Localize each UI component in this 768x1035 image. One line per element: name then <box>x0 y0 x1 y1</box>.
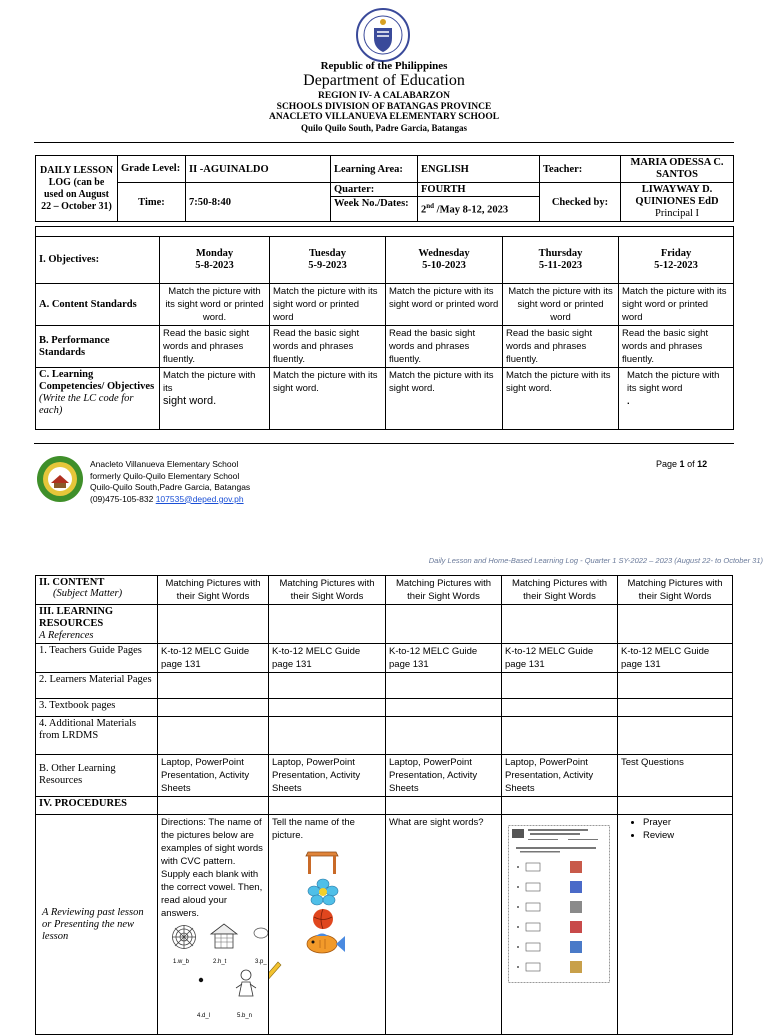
am-mon <box>158 717 269 755</box>
subject-matter: (Subject Matter) <box>53 588 123 599</box>
week-suffix: nd <box>426 202 435 211</box>
footer-contact <box>90 494 250 506</box>
day-name: Tuesday <box>309 248 346 259</box>
tb-thu <box>502 699 618 717</box>
info-table <box>35 155 734 222</box>
week-number: 2 <box>421 204 427 216</box>
resources-label: III. LEARNING RESOURCES <box>39 606 114 629</box>
deped-seal <box>356 8 410 62</box>
lm-wed <box>386 673 502 699</box>
tue-pictures <box>272 842 382 962</box>
page-divider <box>34 443 734 444</box>
page-word: Page <box>656 459 678 469</box>
resources-mon <box>158 605 269 644</box>
region-line: REGION IV- A CALABARZON <box>317 91 451 101</box>
lm-fri <box>618 673 733 699</box>
lc-tue: Match the picture with its sight word. <box>270 368 386 430</box>
grade-label: Grade Level: <box>118 156 186 183</box>
tg-mon: K-to-12 MELC Guide page 131 <box>158 644 269 673</box>
objectives-label: I. Objectives: <box>36 237 160 284</box>
performance-thu: Read the basic sight words and phrases fluently. <box>503 326 619 368</box>
content-label: II. CONTENT <box>39 577 105 588</box>
content-wed: Matching Pictures with their Sight Words <box>386 576 502 605</box>
address-line: Quilo Quilo South, Padre Garcia, Batangas <box>301 123 467 133</box>
content-fri: Matching Pictures with their Sight Words <box>618 576 733 605</box>
lm-label: 2. Learners Material Pages <box>36 673 158 699</box>
time-label: Time: <box>118 183 186 222</box>
proc-mon <box>158 797 269 815</box>
other-resources-label: B. Other Learning Resources <box>36 755 158 797</box>
am-label: 4. Additional Materials from LRDMS <box>36 717 158 755</box>
proc-thu <box>502 797 618 815</box>
references-label: A References <box>39 630 94 641</box>
review-fri <box>618 815 733 1035</box>
checked-title: Principal I <box>654 208 700 219</box>
footer-line-1: Anacleto Villanueva Elementary School <box>90 459 239 469</box>
running-head: Daily Lesson and Home-Based Learning Log - Quarter 1 SY-2022 – 2023 (August 22- to October 31) <box>428 556 763 565</box>
lc-fri-text: Match the picture with its sight word <box>627 370 720 394</box>
grade-value: II -AGUINALDO <box>186 156 331 183</box>
am-wed <box>386 717 502 755</box>
week-label: Week No./Dates: <box>331 197 418 222</box>
content-label-cell <box>36 576 158 605</box>
am-fri <box>618 717 733 755</box>
lc-fri <box>619 368 734 430</box>
content-tue: Matching Pictures with their Sight Words <box>269 576 386 605</box>
division-line: SCHOOLS DIVISION OF BATANGAS PROVINCE <box>276 102 492 112</box>
day-friday <box>619 237 734 284</box>
resources-label-cell <box>36 605 158 644</box>
footer-email-link[interactable]: 107535@deped.gov.ph <box>155 493 244 504</box>
other-mon: Laptop, PowerPoint Presentation, Activity Sheets <box>158 755 269 797</box>
review-tue <box>269 815 386 1035</box>
dll-title: DAILY LESSON LOG (can be used on August 22 – October 31) <box>36 156 118 222</box>
list-item: • Prayer <box>643 816 729 829</box>
lm-thu <box>502 673 618 699</box>
checked-label: Checked by: <box>540 183 621 222</box>
footer-line-3: Quilo-Quilo South,Padre Garcia, Batangas <box>90 482 251 492</box>
content-standards-label: A. Content Standards <box>36 284 160 326</box>
tg-fri: K-to-12 MELC Guide page 131 <box>618 644 733 673</box>
lm-mon <box>158 673 269 699</box>
checked-cell <box>621 183 734 222</box>
day-wednesday <box>386 237 503 284</box>
resources-thu <box>502 605 618 644</box>
child-icon <box>233 968 259 998</box>
am-tue <box>269 717 386 755</box>
content-standard-wed: Match the picture with its sight word or printed word <box>386 284 503 326</box>
other-wed: Laptop, PowerPoint Presentation, Activity Sheets <box>386 755 502 797</box>
footer-address <box>90 459 250 505</box>
content-standard-fri: Match the picture with its sight word or printed word <box>619 284 734 326</box>
day-name: Thursday <box>538 248 583 259</box>
lm-tue <box>269 673 386 699</box>
proc-tue <box>269 797 386 815</box>
worksheet-thumbnail <box>508 825 610 983</box>
ball-icon <box>312 908 334 930</box>
other-tue: Laptop, PowerPoint Presentation, Activity Sheets <box>269 755 386 797</box>
proc-fri <box>618 797 733 815</box>
flower-icon <box>306 878 340 906</box>
tg-thu: K-to-12 MELC Guide page 131 <box>502 644 618 673</box>
day-name: Monday <box>195 248 234 259</box>
review-wed: What are sight words? <box>386 815 502 1035</box>
doll-icon <box>197 976 205 984</box>
performance-standards-label: B. Performance Standards <box>36 326 160 368</box>
page-of: of <box>687 459 695 469</box>
hut-icon <box>209 922 239 950</box>
lc-mon-text-2: sight word. <box>163 395 217 407</box>
time-value: 7:50-8:40 <box>186 183 331 222</box>
day-date: 5-10-2023 <box>422 260 466 271</box>
area-value: ENGLISH <box>418 156 540 183</box>
lc-wed: Match the picture with its sight word. <box>386 368 503 430</box>
week-value <box>418 197 540 222</box>
content-table <box>35 575 733 1035</box>
footer-line-2: formerly Quilo-Quilo Elementary School <box>90 470 240 481</box>
school-line: ANACLETO VILLANUEVA ELEMENTARY SCHOOL <box>268 112 500 122</box>
lc-label: C. Learning Competencies/ Objectives <box>39 369 155 392</box>
lc-fri-dot: . <box>627 396 630 407</box>
review-thu <box>502 815 618 1035</box>
content-mon: Matching Pictures with their Sight Words <box>158 576 269 605</box>
quarter-label: Quarter: <box>331 183 418 197</box>
resources-fri <box>618 605 733 644</box>
spider-web-icon <box>171 924 197 950</box>
review-mon <box>158 815 269 1035</box>
page-total: 12 <box>697 459 708 469</box>
review-fri-list <box>621 816 729 842</box>
cvc-pictures <box>161 920 265 1024</box>
pencil-icon <box>269 958 285 982</box>
tb-fri <box>618 699 733 717</box>
proc-wed <box>386 797 502 815</box>
other-fri: Test Questions <box>618 755 733 797</box>
teacher-value: MARIA ODESSA C. SANTOS <box>621 156 734 183</box>
tg-label: 1. Teachers Guide Pages <box>36 644 158 673</box>
footer-phone: (09)475-105-832 <box>90 493 154 504</box>
table-icon <box>304 846 340 876</box>
day-name: Wednesday <box>418 248 470 259</box>
department-title: Department of Education <box>303 72 465 89</box>
day-thursday <box>503 237 619 284</box>
day-date: 5-12-2023 <box>654 260 698 271</box>
teacher-label: Teacher: <box>540 156 621 183</box>
resources-wed <box>386 605 502 644</box>
blank-3: 3.p_ <box>255 959 267 965</box>
fish-icon <box>304 932 346 956</box>
tb-mon <box>158 699 269 717</box>
tg-wed: K-to-12 MELC Guide page 131 <box>386 644 502 673</box>
lc-mon <box>160 368 270 430</box>
blank-5: 5.b_n <box>237 1013 253 1019</box>
header-divider <box>34 142 734 143</box>
lc-thu: Match the picture with its sight word. <box>503 368 619 430</box>
tb-label: 3. Textbook pages <box>36 699 158 717</box>
performance-tue: Read the basic sight words and phrases fluently. <box>270 326 386 368</box>
day-tuesday <box>270 237 386 284</box>
review-tue-text: Tell the name of the picture. <box>272 817 355 841</box>
page-current: 1 <box>679 459 685 469</box>
blank-1: 1.w_b <box>173 959 190 965</box>
performance-fri: Read the basic sight words and phrases fluently. <box>619 326 734 368</box>
objectives-table <box>35 226 734 430</box>
page-number <box>656 459 707 469</box>
day-monday <box>160 237 270 284</box>
tg-tue: K-to-12 MELC Guide page 131 <box>269 644 386 673</box>
tb-tue <box>269 699 386 717</box>
content-thu: Matching Pictures with their Sight Words <box>502 576 618 605</box>
lc-label-cell <box>36 368 160 430</box>
content-standard-tue: Match the picture with its sight word or printed word <box>270 284 386 326</box>
review-label: A Reviewing past lesson or Presenting the new lesson <box>36 815 158 1035</box>
blank-4: 4.d_l <box>197 1013 211 1019</box>
spacer-row <box>36 227 734 237</box>
checked-name: LIWAYWAY D. QUINIONES EdD <box>635 184 719 207</box>
resources-tue <box>269 605 386 644</box>
school-logo <box>36 455 84 503</box>
list-item: • Review <box>643 829 729 842</box>
content-standard-mon: Match the picture with its sight word or printed word. <box>160 284 270 326</box>
day-name: Friday <box>660 248 692 259</box>
republic-line: Republic of the Philippines <box>320 60 448 72</box>
lc-note: (Write the LC code for each) <box>39 393 134 416</box>
week-dates: /May 8-12, 2023 <box>434 204 509 216</box>
day-date: 5-11-2023 <box>538 260 583 271</box>
other-thu: Laptop, PowerPoint Presentation, Activity Sheets <box>502 755 618 797</box>
procedures-label: IV. PROCEDURES <box>36 797 158 815</box>
area-label: Learning Area: <box>331 156 418 183</box>
performance-wed: Read the basic sight words and phrases fluently. <box>386 326 503 368</box>
day-date: 5-9-2023 <box>308 260 347 271</box>
lc-mon-text: Match the picture with its <box>163 370 256 394</box>
blank-2: 2.h_t <box>213 959 227 965</box>
day-date: 5-8-2023 <box>195 260 234 271</box>
review-mon-directions: Directions: The name of the pictures below are examples of sight words with CVC pattern. Supply each blank with the correct vowel. Then, read aloud your answers. <box>161 817 263 919</box>
tb-wed <box>386 699 502 717</box>
quarter-value: FOURTH <box>418 183 540 197</box>
am-thu <box>502 717 618 755</box>
content-standard-thu: Match the picture with its sight word or printed word <box>503 284 619 326</box>
performance-mon: Read the basic sight words and phrases fluently. <box>160 326 270 368</box>
pan-icon <box>251 926 269 940</box>
